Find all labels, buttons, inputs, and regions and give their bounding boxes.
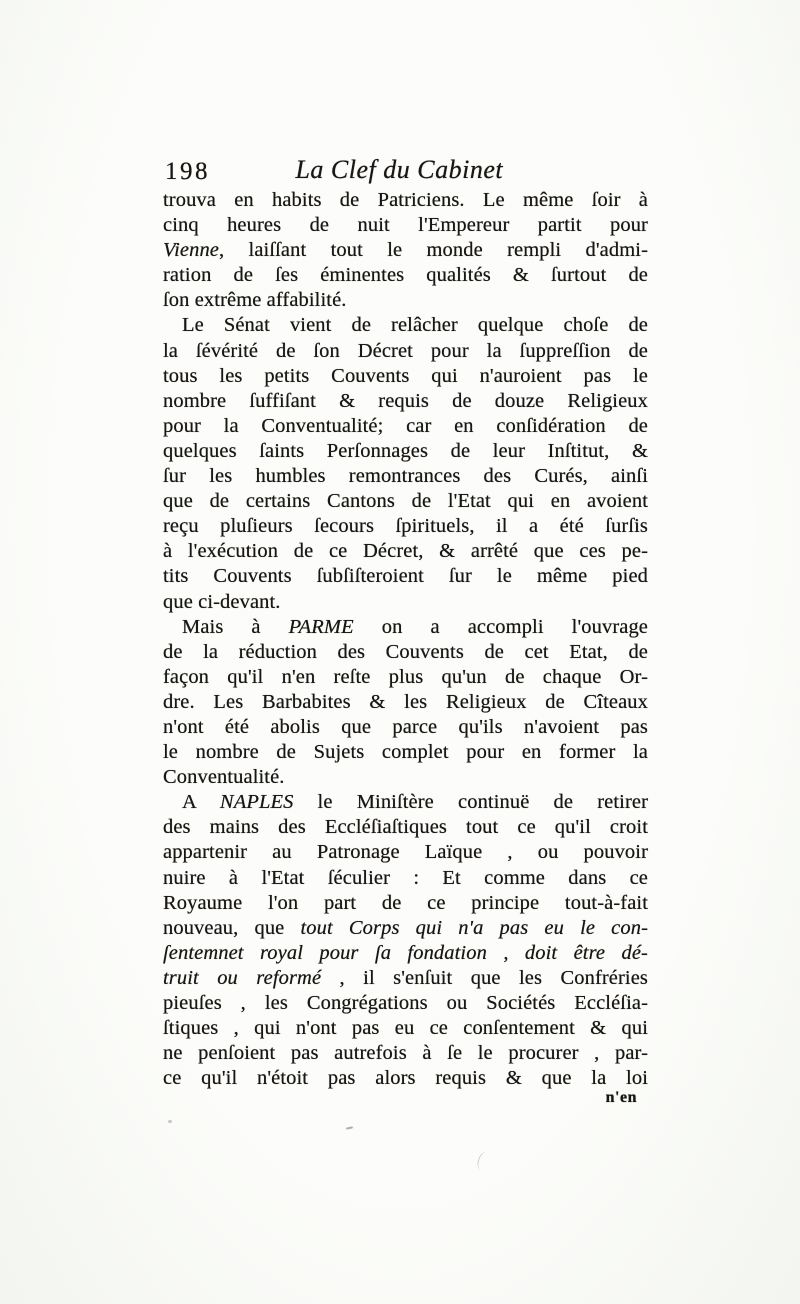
text-segment: cinq heures de nuit l'Empereur partit pour <box>163 214 648 237</box>
italic-text-segment: truit ou reformé <box>163 966 322 989</box>
text-line <box>163 866 648 891</box>
text-line <box>163 765 648 790</box>
text-segment: Mais à <box>182 615 289 638</box>
text-line <box>163 389 648 414</box>
catchword: n'en <box>605 1089 637 1106</box>
text-segment: Conventualité. <box>163 766 285 789</box>
text-line <box>163 615 648 640</box>
text-line <box>163 991 648 1016</box>
text-line <box>163 1016 648 1041</box>
text-line <box>163 539 648 564</box>
text-segment: façon qu'il n'en reſte plus qu'un de chaque Or- <box>163 665 648 688</box>
text-segment: appartenir au Patronage Laïque , ou pouvoir <box>163 841 648 864</box>
text-line <box>163 188 648 213</box>
text-line <box>163 313 648 338</box>
text-line <box>163 564 648 589</box>
text-segment: pieuſes , les Congrégations ou Sociétés Eccléſia- <box>163 992 648 1014</box>
text-segment: de la réduction des Couvents de cet Etat, de <box>163 640 648 663</box>
text-segment: ne penſoient pas autrefois à ſe le procurer , par- <box>163 1042 648 1065</box>
text-segment: ſur les humbles remontrances des Curés, ainſi <box>163 465 648 488</box>
text-segment: ſtiques , qui n'ont pas eu ce conſentement & qui <box>163 1017 648 1040</box>
text-segment: ſon extrême affabilité. <box>163 289 347 312</box>
running-head <box>163 155 648 189</box>
text-segment: que de certains Cantons de l'Etat qui en avoient <box>163 490 648 513</box>
text-segment: des mains des Eccléſiaſtiques tout ce qu'il croit <box>163 816 648 839</box>
text-segment: Royaume l'on part de ce principe tout-à-fait <box>163 891 648 914</box>
text-line <box>163 916 648 941</box>
text-line <box>163 665 648 690</box>
text-line <box>163 1066 648 1091</box>
text-segment: nuire à l'Etat ſéculier : Et comme dans ce <box>163 866 648 889</box>
text-segment: ration de ſes éminentes qualités & ſurtout de <box>163 264 648 287</box>
text-line <box>163 590 648 615</box>
text-segment: tous les petits Couvents qui n'auroient pas le <box>163 364 648 387</box>
text-segment: , laiſſant tout le monde rempli d'admi- <box>219 239 648 262</box>
italic-text-segment: NAPLES <box>219 791 294 814</box>
text-segment: que ci-devant. <box>163 590 281 613</box>
text-line <box>163 439 648 464</box>
text-segment: n'ont été abolis que parce qu'ils n'avoient pas <box>163 715 648 738</box>
text-line <box>163 364 648 389</box>
text-line <box>163 514 648 539</box>
text-line <box>163 464 648 489</box>
text-segment: nouveau, que <box>163 916 301 939</box>
page-number: 198 <box>165 158 210 185</box>
text-segment: trouva en habits de Patriciens. Le même ſoir à <box>163 189 648 211</box>
text-line <box>163 640 648 665</box>
ink-speck <box>346 1126 353 1129</box>
text-line <box>163 414 648 439</box>
text-line <box>163 891 648 916</box>
text-segment: nombre ſuffiſant & requis de douze Religieux <box>163 389 648 412</box>
text-line <box>163 339 648 364</box>
text-line <box>163 715 648 740</box>
running-title: La Clef du Cabinet <box>295 155 504 184</box>
text-line <box>163 740 648 765</box>
text-line <box>163 263 648 288</box>
text-line <box>163 213 648 238</box>
text-line <box>163 840 648 865</box>
text-segment: dre. Les Barbabites & les Religieux de Cîteaux <box>163 690 648 713</box>
italic-text-segment: ſentemnet royal pour ſa fondation , doit être dé- <box>163 941 648 964</box>
text-line <box>163 941 648 966</box>
text-line <box>163 790 648 815</box>
text-segment: reçu pluſieurs ſecours ſpirituels, il a été ſurſis <box>163 515 648 538</box>
text-line <box>163 690 648 715</box>
text-line <box>163 238 648 263</box>
italic-text-segment: Vienne <box>163 239 219 262</box>
text-segment: on a accompli l'ouvrage <box>353 615 648 638</box>
text-segment: quelques ſaints Perſonnages de leur Inſtitut, & <box>163 439 648 462</box>
text-segment: A <box>182 791 220 814</box>
text-segment: , il s'enſuit que les Confréries <box>321 966 648 989</box>
text-segment: le nombre de Sujets complet pour en former la <box>163 741 648 764</box>
text-line <box>163 1041 648 1066</box>
italic-text-segment: PARME <box>288 615 354 638</box>
text-segment: Le Sénat vient de relâcher quelque choſe de <box>182 314 648 337</box>
text-segment: le Miniſtère continuë de retirer <box>293 791 649 814</box>
ink-speck <box>168 1120 172 1123</box>
text-segment: pour la Conventualité; car en conſidération de <box>163 414 648 437</box>
text-line <box>163 288 648 313</box>
text-line <box>163 815 648 840</box>
italic-text-segment: tout Corps qui n'a pas eu le con- <box>300 916 648 939</box>
text-segment: la ſévérité de ſon Décret pour la ſuppreſſion de <box>163 339 648 362</box>
ink-speck <box>475 1151 491 1172</box>
text-segment: ce qu'il n'étoit pas alors requis & que la loi <box>163 1067 648 1090</box>
text-segment: à l'exécution de ce Décret, & arrêté que ces pe- <box>163 540 648 563</box>
body-text <box>163 188 648 1091</box>
text-line <box>163 966 648 991</box>
text-segment: tits Couvents ſubſiſteroient ſur le même pied <box>163 565 648 588</box>
text-line <box>163 489 648 514</box>
